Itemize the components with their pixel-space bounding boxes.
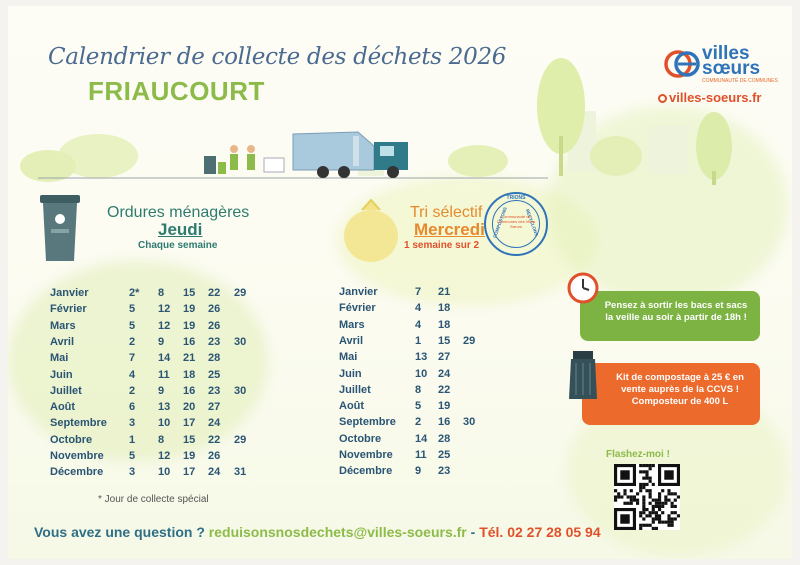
qr-module — [645, 473, 648, 476]
qr-module — [639, 486, 642, 489]
tri-month-name: Septembre — [339, 416, 396, 429]
qr-module — [639, 524, 642, 527]
qr-module — [658, 508, 661, 511]
qr-module — [652, 508, 655, 511]
tri-day: Mercredi — [414, 220, 485, 239]
qr-module — [655, 505, 658, 508]
ordures-collection-date: 9 — [158, 384, 165, 397]
qr-module — [661, 502, 664, 505]
tri-month-name: Mars — [339, 318, 365, 331]
ordures-collection-date: 15 — [183, 287, 196, 299]
qr-module — [649, 502, 652, 505]
qr-module — [674, 499, 677, 502]
ordures-title: Ordures ménagères — [107, 204, 250, 221]
qr-module — [627, 495, 630, 498]
ordures-collection-date: 9 — [158, 335, 165, 348]
qr-module — [652, 517, 655, 520]
qr-module — [671, 505, 674, 508]
qr-module — [649, 477, 652, 480]
qr-module — [623, 502, 626, 505]
ordures-collection-date: 5 — [129, 319, 136, 332]
qr-module — [642, 464, 645, 467]
qr-module — [617, 495, 620, 498]
ordures-month-name: Août — [50, 401, 76, 414]
qr-module — [671, 511, 674, 514]
ordures-month-name: Avril — [50, 335, 75, 348]
qr-module — [636, 499, 639, 502]
tri-collection-date: 1 — [415, 334, 422, 347]
ordures-collection-date: 2 — [129, 335, 136, 348]
qr-module — [649, 524, 652, 527]
logo-tagline: COMMUNAUTÉ DE COMMUNES — [702, 78, 778, 84]
qr-module — [655, 527, 658, 530]
ordures-month-name: Septembre — [50, 417, 107, 430]
ordures-collection-date: 26 — [208, 319, 221, 332]
contact-phone[interactable]: Tél. 02 27 28 05 94 — [479, 524, 601, 540]
qr-code[interactable] — [614, 464, 680, 530]
ordures-collection-date: 25 — [208, 368, 221, 381]
qr-module — [658, 517, 661, 520]
ordures-collection-date: 27 — [208, 401, 221, 414]
ordures-collection-date: 16 — [183, 335, 196, 348]
ordures-collection-date: 30 — [234, 384, 247, 397]
qr-module — [674, 492, 677, 495]
ordures-collection-date: 16 — [183, 384, 196, 397]
tri-month-name: Novembre — [339, 449, 393, 461]
tri-month-row — [339, 465, 639, 479]
ordures-collection-date: 23 — [208, 384, 221, 397]
qr-module — [674, 517, 677, 520]
qr-module — [649, 467, 652, 470]
ordures-month-name: Décembre — [50, 466, 104, 479]
qr-module — [636, 502, 639, 505]
ordures-collection-date: 2* — [129, 287, 140, 299]
tri-collection-date: 11 — [415, 449, 427, 461]
qr-module — [652, 511, 655, 514]
qr-module — [645, 477, 648, 480]
ordures-collection-date: 12 — [158, 450, 171, 462]
ordures-collection-date: 30 — [234, 335, 247, 348]
qr-module — [652, 464, 655, 467]
ordures-collection-date: 10 — [158, 466, 171, 479]
qr-module — [667, 499, 670, 502]
ordures-collection-date: 29 — [234, 433, 247, 446]
qr-module — [639, 464, 642, 467]
qr-module — [630, 495, 633, 498]
ordures-collection-date: 22 — [208, 287, 221, 299]
qr-module — [642, 483, 645, 486]
compost-text: Kit de compostage à 25 € en vente auprès de la CCVS ! Composteur de 400 L — [616, 372, 744, 407]
qr-module — [614, 499, 617, 502]
qr-module — [639, 489, 642, 492]
ordures-month-name: Mai — [50, 352, 69, 365]
qr-module — [639, 483, 642, 486]
qr-module — [645, 470, 648, 473]
qr-module — [649, 495, 652, 498]
qr-module — [649, 464, 652, 467]
tri-month-name: Décembre — [339, 465, 393, 478]
qr-module — [664, 521, 667, 524]
qr-module — [652, 499, 655, 502]
qr-module — [658, 492, 661, 495]
ordures-collection-date: 24 — [208, 417, 221, 430]
contact-line — [34, 524, 601, 540]
ordures-collection-date: 17 — [183, 417, 196, 430]
ordures-collection-date: 3 — [129, 466, 136, 479]
contact-separator: - — [466, 524, 480, 540]
tri-collection-date: 16 — [438, 416, 451, 429]
qr-module — [671, 492, 674, 495]
qr-module — [674, 511, 677, 514]
tri-frequency: 1 semaine sur 2 — [404, 240, 480, 251]
qr-module — [642, 505, 645, 508]
qr-module — [645, 508, 648, 511]
qr-module — [667, 521, 670, 524]
tri-collection-date: 4 — [415, 318, 422, 331]
qr-module — [671, 517, 674, 520]
logo-name-line2: sœurs — [702, 58, 761, 79]
ordures-collection-date: 31 — [234, 466, 247, 479]
qr-module — [636, 492, 639, 495]
tri-month-name: Octobre — [339, 432, 382, 445]
tri-collection-date: 21 — [438, 286, 451, 298]
qr-module — [642, 495, 645, 498]
qr-module — [677, 514, 680, 517]
tri-month-name: Juillet — [339, 383, 371, 396]
ordures-collection-date: 19 — [183, 319, 196, 332]
qr-module — [658, 499, 661, 502]
tri-collection-date: 18 — [438, 318, 451, 331]
ordures-collection-date: 19 — [183, 303, 196, 316]
qr-module — [630, 489, 633, 492]
contact-question: Vous avez une question ? — [34, 524, 205, 540]
tri-collection-date: 14 — [415, 432, 428, 445]
website-text: villes-soeurs.fr — [669, 90, 762, 105]
ordures-collection-date: 2 — [129, 384, 136, 397]
ordures-collection-date: 26 — [208, 303, 221, 316]
qr-module — [658, 521, 661, 524]
tri-month-row — [339, 449, 639, 463]
tri-collection-date: 4 — [415, 302, 422, 315]
qr-module — [661, 521, 664, 524]
tri-collection-date: 5 — [415, 400, 422, 413]
ordures-collection-date: 11 — [158, 368, 170, 381]
ordures-collection-date: 4 — [129, 368, 136, 381]
ordures-collection-date: 1 — [129, 433, 136, 446]
ordures-collection-date: 14 — [158, 352, 171, 365]
flash-label: Flashez-moi ! — [606, 449, 670, 460]
qr-module — [671, 521, 674, 524]
tri-month-name: Janvier — [339, 286, 378, 298]
qr-module — [667, 514, 670, 517]
ordures-collection-date: 8 — [158, 433, 165, 446]
tri-collection-date: 9 — [415, 465, 422, 478]
ordures-collection-date: 23 — [208, 335, 221, 348]
stamp-right-text: RECYCLONS — [524, 208, 540, 237]
qr-module — [671, 524, 674, 527]
qr-module — [674, 505, 677, 508]
tri-month-name: Avril — [339, 334, 364, 347]
ordures-collection-date: 17 — [183, 466, 196, 479]
qr-module — [667, 524, 670, 527]
ordures-day: Jeudi — [158, 220, 203, 239]
ordures-collection-date: 19 — [183, 450, 196, 462]
ordures-collection-date: 18 — [183, 368, 196, 381]
qr-module — [661, 489, 664, 492]
ordures-collection-date: 3 — [129, 417, 136, 430]
qr-module — [642, 477, 645, 480]
qr-module — [652, 521, 655, 524]
stamp-top-text: TRIONS — [506, 195, 526, 201]
qr-module — [655, 514, 658, 517]
ordures-collection-date: 21 — [183, 352, 196, 365]
ordures-collection-date: 15 — [183, 433, 196, 446]
ordures-collection-date: 7 — [129, 352, 136, 365]
qr-module — [645, 514, 648, 517]
qr-module — [645, 483, 648, 486]
tri-collection-date: 24 — [438, 367, 451, 380]
ordures-collection-date: 29 — [234, 287, 247, 299]
qr-module — [658, 505, 661, 508]
qr-module — [633, 499, 636, 502]
qr-module — [671, 502, 674, 505]
tri-month-row — [339, 433, 639, 447]
qr-module — [649, 511, 652, 514]
page-title: Calendrier de collecte des déchets 2026 — [48, 44, 507, 70]
qr-module — [642, 524, 645, 527]
commune-name: FRIAUCOURT — [88, 76, 265, 106]
qr-module — [642, 502, 645, 505]
stamp-left-text: COMPOSTONS — [492, 206, 508, 239]
qr-module — [664, 495, 667, 498]
ordures-collection-date: 6 — [129, 401, 136, 414]
reminder-text: Pensez à sortir les bacs et sacs la veille au soir à partir de 18h ! — [604, 300, 748, 323]
qr-module — [645, 464, 648, 467]
qr-module — [623, 489, 626, 492]
qr-module — [652, 483, 655, 486]
tri-collection-date: 18 — [438, 302, 451, 315]
qr-module — [677, 495, 680, 498]
qr-module — [639, 511, 642, 514]
qr-module — [623, 492, 626, 495]
qr-module — [649, 489, 652, 492]
tri-title: Tri sélectif — [410, 204, 483, 221]
qr-module — [642, 486, 645, 489]
qr-module — [639, 470, 642, 473]
ordures-collection-date: 12 — [158, 319, 171, 332]
qr-module — [620, 514, 629, 523]
ordures-month-name: Février — [50, 303, 87, 316]
qr-module — [617, 492, 620, 495]
tri-collection-date: 29 — [463, 334, 476, 347]
tri-month-name: Août — [339, 400, 365, 413]
ordures-month-name: Janvier — [50, 287, 89, 299]
tri-collection-date: 23 — [438, 465, 451, 478]
qr-module — [655, 502, 658, 505]
qr-module — [655, 499, 658, 502]
ordures-collection-date: 28 — [208, 352, 221, 365]
ordures-frequency: Chaque semaine — [138, 240, 218, 251]
qr-module — [630, 499, 633, 502]
qr-module — [642, 508, 645, 511]
qr-module — [620, 495, 623, 498]
qr-module — [667, 492, 670, 495]
qr-module — [667, 517, 670, 520]
qr-module — [645, 524, 648, 527]
qr-module — [658, 514, 661, 517]
tri-collection-date: 15 — [438, 334, 451, 347]
ordures-collection-date: 5 — [129, 450, 136, 462]
tri-collection-date: 27 — [438, 351, 451, 364]
qr-module — [655, 511, 658, 514]
qr-module — [645, 489, 648, 492]
tri-collection-date: 30 — [463, 416, 476, 429]
qr-module — [652, 527, 655, 530]
tri-collection-date: 7 — [415, 286, 422, 298]
ordures-month-name: Mars — [50, 319, 76, 332]
calendar-sheet — [8, 6, 792, 559]
qr-module — [639, 527, 642, 530]
qr-module — [642, 470, 645, 473]
ordures-collection-date: 24 — [208, 466, 221, 479]
qr-module — [627, 502, 630, 505]
qr-module — [649, 514, 652, 517]
stamp-center-text: Communauté de Communes des Villes Sœurs — [496, 214, 536, 229]
qr-module — [614, 489, 617, 492]
tri-collection-date: 22 — [438, 383, 451, 396]
qr-module — [614, 495, 617, 498]
clock-icon — [567, 272, 599, 304]
tri-month-name: Février — [339, 302, 376, 315]
qr-module — [630, 502, 633, 505]
contact-email-link[interactable]: reduisonsnosdechets@villes-soeurs.fr — [208, 524, 467, 540]
qr-module — [649, 492, 652, 495]
ordures-collection-date: 12 — [158, 303, 171, 316]
ordures-collection-date: 26 — [208, 450, 221, 462]
ordures-collection-date: 5 — [129, 303, 136, 316]
tri-collection-date: 13 — [415, 351, 428, 364]
tri-month-name: Mai — [339, 351, 358, 364]
tri-month-name: Juin — [339, 367, 362, 380]
qr-module — [642, 499, 645, 502]
tri-collection-date: 10 — [415, 367, 428, 380]
qr-module — [667, 489, 670, 492]
qr-module — [661, 511, 664, 514]
special-day-footnote: * Jour de collecte spécial — [98, 494, 209, 505]
ordures-month-name: Octobre — [50, 433, 93, 446]
ordures-collection-date: 20 — [183, 401, 196, 414]
reminder-note — [580, 291, 760, 341]
ordures-month-name: Juin — [50, 368, 73, 381]
qr-module — [642, 517, 645, 520]
ordures-month-name: Juillet — [50, 384, 82, 397]
qr-module — [664, 470, 673, 479]
tri-collection-date: 8 — [415, 383, 422, 396]
ordures-collection-date: 8 — [158, 287, 165, 299]
logo-name-line1: villes — [702, 43, 750, 64]
ordures-collection-date: 13 — [158, 401, 171, 414]
qr-module — [633, 495, 636, 498]
tri-collection-date: 25 — [438, 449, 451, 461]
qr-module — [639, 514, 642, 517]
qr-module — [658, 495, 661, 498]
ordures-month-name: Novembre — [50, 450, 104, 462]
qr-module — [658, 502, 661, 505]
qr-module — [655, 517, 658, 520]
qr-module — [620, 470, 629, 479]
ordures-collection-date: 22 — [208, 433, 221, 446]
tri-collection-date: 19 — [438, 400, 451, 413]
qr-module — [642, 511, 645, 514]
qr-module — [649, 480, 652, 483]
qr-module — [661, 505, 664, 508]
tri-collection-date: 28 — [438, 432, 451, 445]
qr-module — [664, 502, 667, 505]
composter-icon — [568, 349, 598, 401]
ordures-collection-date: 10 — [158, 417, 171, 430]
qr-module — [652, 505, 655, 508]
qr-module — [664, 499, 667, 502]
compost-note — [582, 363, 760, 425]
tri-collection-date: 2 — [415, 416, 422, 429]
